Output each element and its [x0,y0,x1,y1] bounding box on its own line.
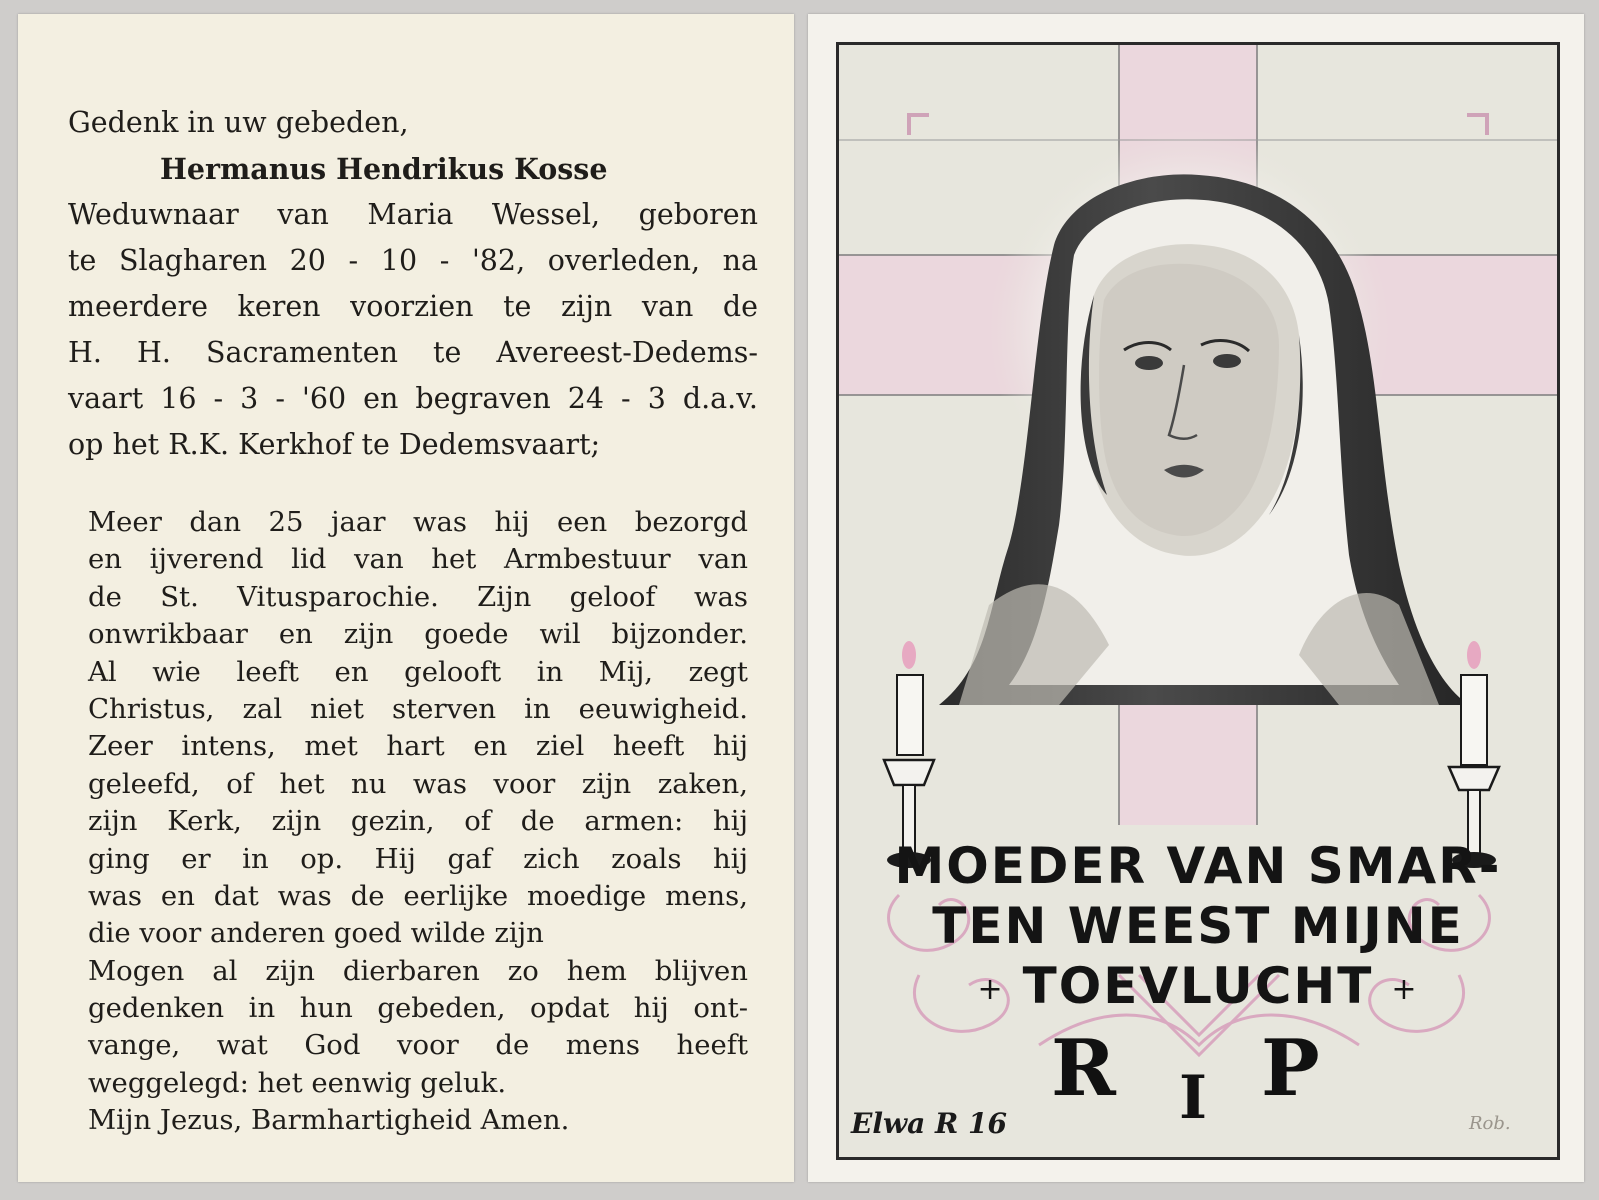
text-line: Zeer intens, met hart en ziel heeft hij [88,730,748,763]
rip-letter-i: I [1179,1063,1208,1133]
text-line: was en dat was de eerlijke moedige mens, [88,879,748,912]
text-line: Mogen al zijn dierbaren zo hem blijven [88,954,748,987]
publisher-mark: Elwa R 16 [851,1107,1007,1140]
text-line: onwrikbaar en zijn goede wil bijzonder. [88,618,748,651]
cross-mark: + [977,972,1005,1007]
text-line: Christus, zal niet sterven in eeuwigheid. [88,692,748,725]
rip-letter-r: R [1051,1023,1116,1114]
right-candle [1449,641,1499,868]
text-line: die voor anderen goed wilde zijn [88,917,544,950]
text-line: Al wie leeft en gelooft in Mij, zegt [88,655,748,688]
cross-mark: + [1391,972,1419,1007]
caption-line-2: TEN WEEST MIJNE [932,897,1464,955]
intro-paragraph [68,100,758,468]
rip-letter-p: P [1261,1023,1320,1114]
text-line: de St. Vitusparochie. Zijn geloof was [88,580,748,613]
text-line: op het R.K. Kerkhof te Dedemsvaart; [68,428,601,461]
text-line: geleefd, of het nu was voor zijn zaken, [88,767,748,800]
devotional-illustration [836,42,1560,1160]
text-line: Weduwnaar van Maria Wessel, geboren [68,198,758,231]
text-line: gedenken in hun gebeden, opdat hij ont- [88,992,748,1025]
memorial-card-image-side [808,14,1584,1182]
text-line: vaart 16 - 3 - '60 en begraven 24 - 3 d.a.v. [68,382,758,415]
memorial-card-text-side [18,14,794,1182]
caption-line-1: MOEDER VAN SMAR- [894,837,1502,895]
caption-line-3-text: TOEVLUCHT [1022,957,1374,1015]
caption-line-3 [839,957,1557,1015]
text-line: weggelegd: het eenwig geluk. [88,1066,507,1099]
text-line: meerdere keren voorzien te zijn van de [68,290,758,323]
text-line: Gedenk in uw gebeden, [68,106,409,139]
text-line: Meer dan 25 jaar was hij een bezorgd [88,506,748,538]
text-line: zijn Kerk, zijn gezin, of de armen: hij [88,805,748,838]
text-line: vange, wat God voor de mens heeft [88,1029,748,1062]
text-line: en ijverend lid van het Armbestuur van [88,543,748,576]
text-line: te Slagharen 20 - 10 - '82, overleden, na [68,244,758,277]
artist-signature: Rob. [1469,1113,1511,1134]
deceased-name: Hermanus Hendrikus Kosse [160,152,608,186]
text-line: H. H. Sacramenten te Avereest-Dedems- [68,336,758,369]
left-candle [884,641,934,868]
text-line: Mijn Jezus, Barmhartigheid Amen. [88,1104,570,1137]
text-line: ging er in op. Hij gaf zich zoals hij [88,842,748,875]
tribute-paragraph [88,504,748,1140]
